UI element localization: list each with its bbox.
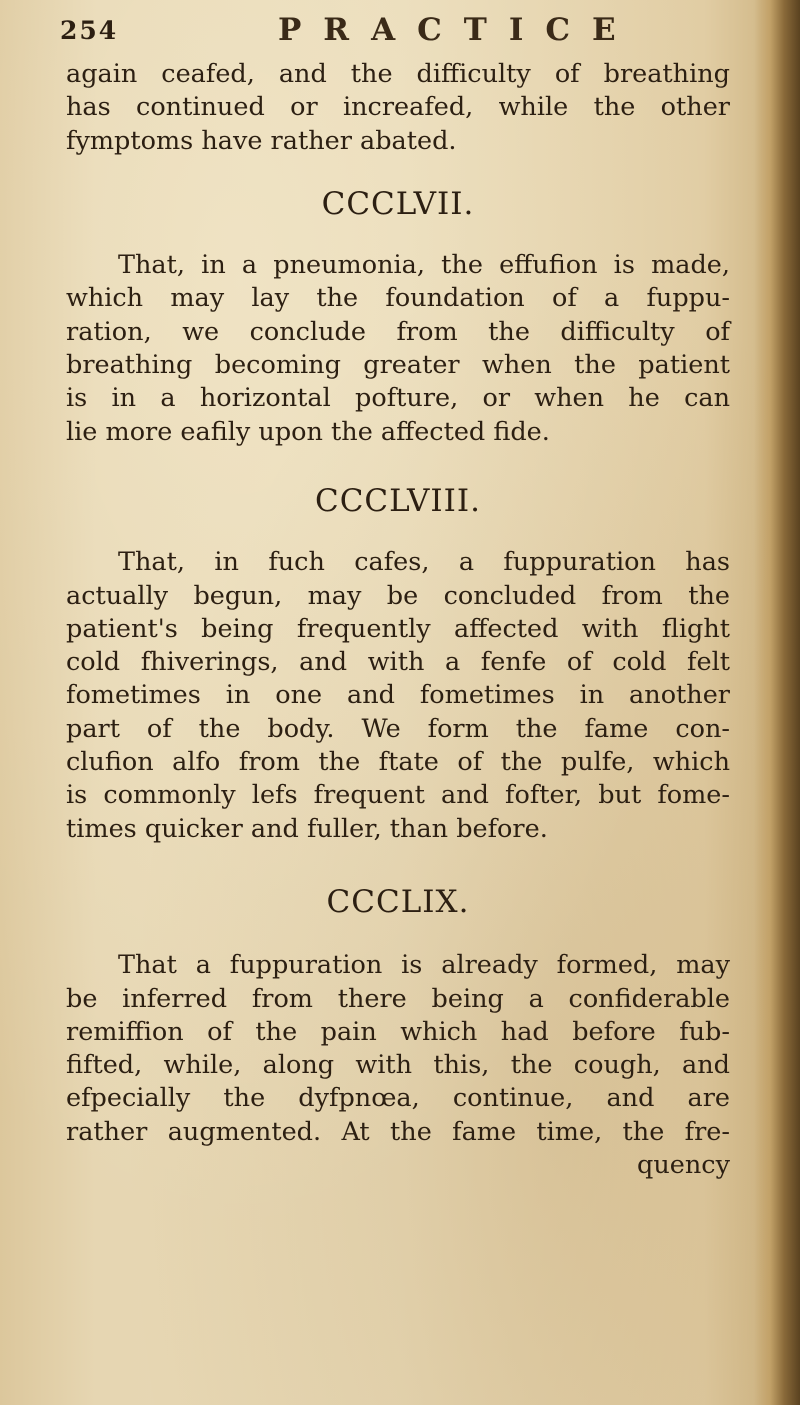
text-line: which may lay the foundation of a fuppu- <box>66 283 730 314</box>
text-line: That, in a pneumonia, the effufion is made, <box>118 250 730 281</box>
text-line: remiffion of the pain which had before fub- <box>66 1016 730 1047</box>
text-line: lie more eafily upon the affected fide. <box>66 416 550 447</box>
intro-paragraph <box>66 58 730 158</box>
text-line: That a fuppuration is already formed, may <box>118 950 730 981</box>
text-line: rather augmented. At the fame time, the fre- <box>66 1116 730 1147</box>
text-line: fifted, while, along with this, the cough, and <box>66 1050 730 1081</box>
section-heading-ccclviii: CCCLVIII. <box>314 482 482 519</box>
text-line: be inferred from there being a confiderable <box>66 983 730 1014</box>
text-line: patient's being frequently affected with flight <box>66 613 730 644</box>
page-edge-shadow <box>754 0 800 1405</box>
page-body <box>66 58 730 1182</box>
text-line: breathing becoming greater when the patient <box>66 350 730 381</box>
text-line: That, in fuch cafes, a fuppuration has <box>118 547 730 578</box>
text-line: cold fhiverings, and with a fenfe of cold felt <box>66 647 730 678</box>
text-line: again ceafed, and the difficulty of breathing <box>66 59 730 89</box>
section-heading-ccclvii: CCCLVII. <box>321 185 475 222</box>
text-line: actually begun, may be concluded from the <box>66 580 730 611</box>
text-line: is commonly lefs frequent and fofter, but fome- <box>66 780 730 811</box>
text-line: fometimes in one and fometimes in another <box>66 680 730 711</box>
text-line: times quicker and fuller, than before. <box>66 813 548 844</box>
running-title: PRACTICE <box>278 12 638 48</box>
text-line: efpecially the dyfpnœa, continue, and are <box>66 1083 730 1114</box>
catchword: quency <box>637 1150 730 1181</box>
paragraph-ccclix <box>66 949 730 1182</box>
paragraph-ccclvii <box>66 249 730 449</box>
page-header <box>60 10 740 58</box>
text-line: fymptoms have rather abated. <box>66 125 457 156</box>
page-number: 254 <box>60 16 119 45</box>
text-line: part of the body. We form the fame con- <box>66 713 730 744</box>
text-line: is in a horizontal pofture, or when he can <box>66 383 730 414</box>
text-line: ration, we conclude from the difficulty of <box>66 316 730 347</box>
paragraph-ccclviii <box>66 546 730 846</box>
text-line: has continued or increafed, while the other <box>66 92 730 123</box>
section-heading-ccclix: CCCLIX. <box>326 883 470 920</box>
text-line: clufion alfo from the ftate of the pulfe, which <box>66 747 730 778</box>
